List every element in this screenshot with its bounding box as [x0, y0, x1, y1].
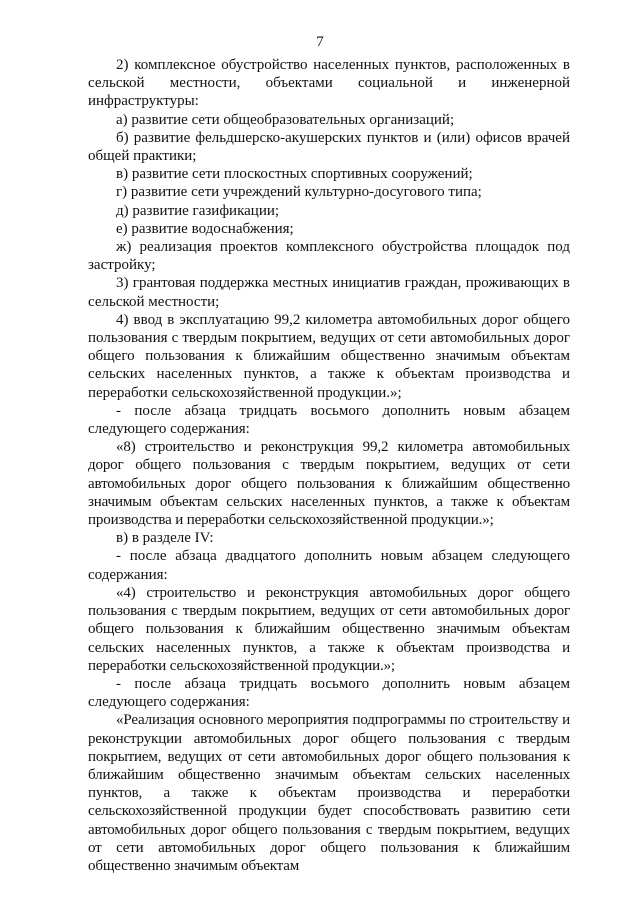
- paragraph-subitem-b: б) развитие фельдшерско-акушерских пунктов и (или) офисов врачей общей практики;: [88, 129, 570, 165]
- paragraph-subitem-zh: ж) реализация проектов комплексного обустройства площадок под застройку;: [88, 239, 570, 274]
- page-number: 7: [316, 34, 324, 50]
- paragraph-section-iv: в) в разделе IV:: [116, 530, 214, 547]
- paragraph-amendment-instruction: - после абзаца тридцать восьмого дополнить новым абзацем следующего содержания:: [88, 402, 570, 438]
- paragraph-item-4: 4) ввод в эксплуатацию 99,2 километра автомобильных дорог общего пользования с твердым покрытием, ведущих от сети автомобильных дорог общего пользования к ближайшим общественно значимым объектам сельских населенных пунктов, а также к объектам производства и переработки сельскохозяйственной продукции.»;: [88, 311, 570, 401]
- document-body: [88, 56, 570, 875]
- paragraph-amendment-instruction: - после абзаца двадцатого дополнить новым абзацем следующего содержания:: [88, 548, 570, 583]
- paragraph-subitem-v: в) развитие сети плоскостных спортивных сооружений;: [116, 166, 473, 183]
- paragraph-subitem-a: а) развитие сети общеобразовательных организаций;: [116, 111, 455, 128]
- paragraph-quoted-implementation: «Реализация основного мероприятия подпрограммы по строительству и реконструкции автомобильных дорог общего пользования с твердым покрытием, ведущих от сети автомобильных дорог общего пользования к ближайшим общественно значимым объектам сельских населенных пунктов, а также к объектам производства и переработки сельскохозяйственной продукции будет способствовать развитию сети автомобильных дорог общего пользования с твердым покрытием, ведущих от сети автомобильных дорог общего пользования к ближайшим общественно значимым объектам: [88, 712, 570, 874]
- paragraph-quoted-item-8: «8) строительство и реконструкция 99,2 километра автомобильных дорог общего пользования с твердым покрытием, ведущих от сети автомобильных дорог общего пользования к ближайшим общественно значимым объектам сельских населенных пунктов, а также к объектам производства и переработки сельскохозяйственной продукции.»;: [88, 439, 570, 529]
- paragraph-item-2: 2) комплексное обустройство населенных пунктов, расположенных в сельской местности, объектами социальной и инженерной инфраструктуры:: [88, 57, 570, 110]
- paragraph-subitem-g: г) развитие сети учреждений культурно-досугового типа;: [116, 184, 482, 201]
- paragraph-quoted-item-4: «4) строительство и реконструкция автомобильных дорог общего пользования с твердым покрытием, ведущих от сети автомобильных дорог общего пользования к ближайшим общественно значимым объектам сельских населенных пунктов, а также к объектам производства и переработки сельскохозяйственной продукции.»;: [88, 584, 570, 674]
- paragraph-subitem-e: е) развитие водоснабжения;: [116, 220, 294, 237]
- paragraph-item-3: 3) грантовая поддержка местных инициатив граждан, проживающих в сельской местности;: [88, 275, 570, 310]
- paragraph-amendment-instruction: - после абзаца тридцать восьмого дополнить новым абзацем следующего содержания:: [88, 675, 570, 711]
- paragraph-subitem-d: д) развитие газификации;: [116, 202, 280, 219]
